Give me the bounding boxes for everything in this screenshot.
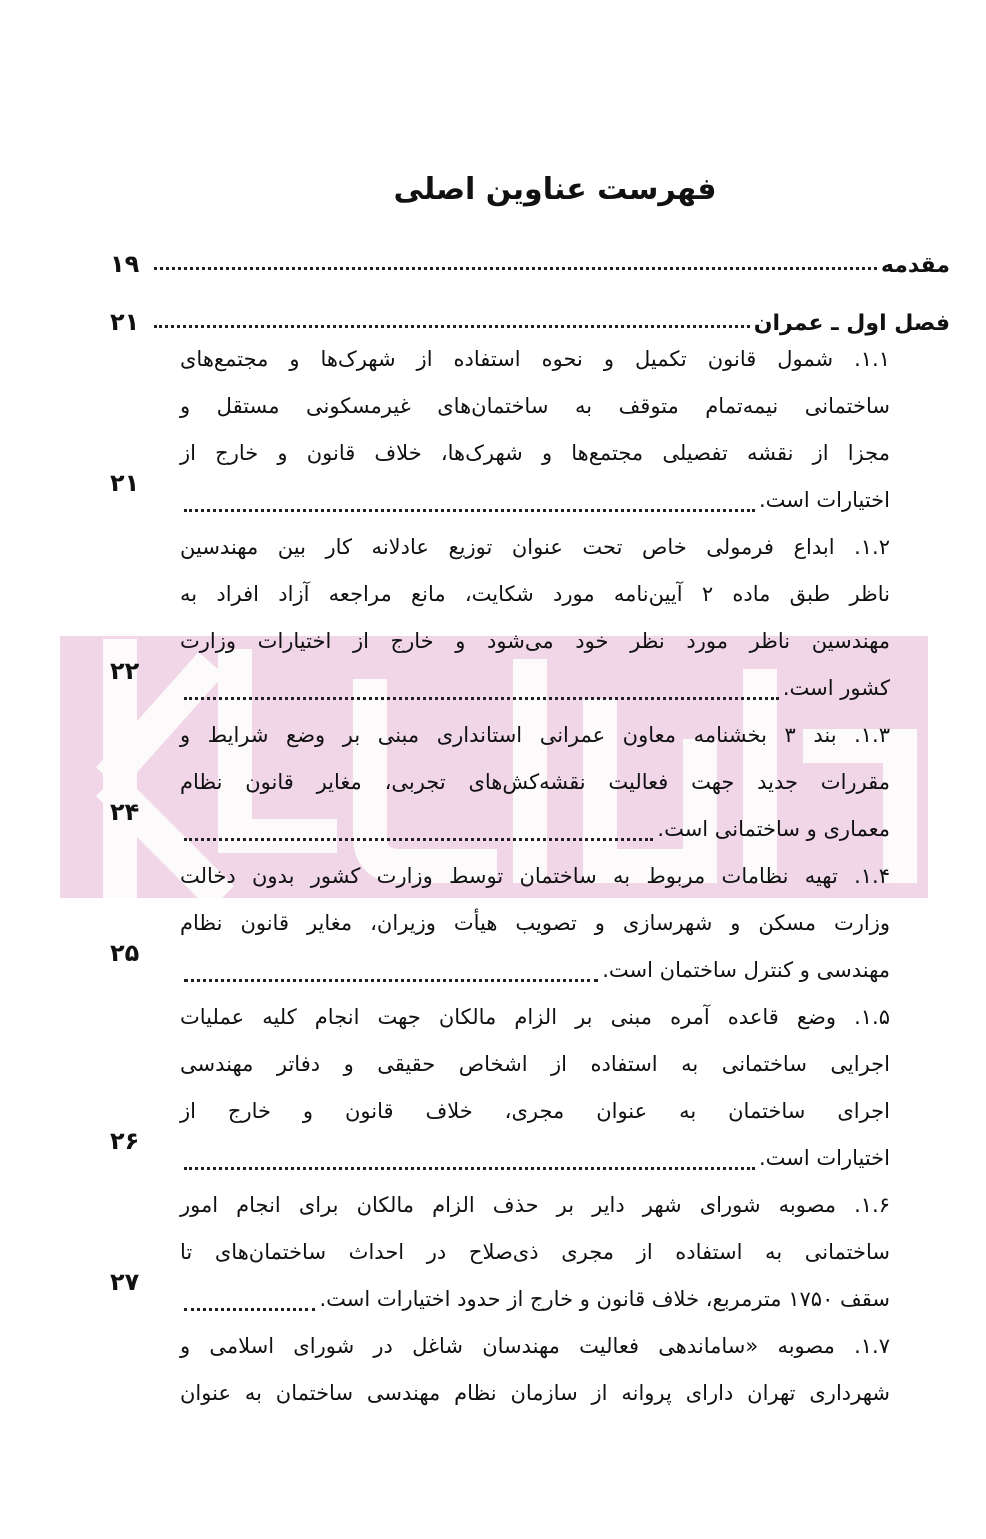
toc-entry-page: ۲۷: [110, 1268, 140, 1296]
toc-entry[interactable]: [110, 994, 890, 1182]
toc-chapter1-row[interactable]: [110, 278, 950, 336]
toc-entry-line: ساختمانی به استفاده از مجری ذی‌صلاح در احداث ساختمان‌های تا: [180, 1240, 890, 1264]
toc-entry-line: [180, 947, 890, 994]
toc-entry-text: مهندسی و کنترل ساختمان است.: [602, 958, 890, 982]
toc-entry[interactable]: [110, 853, 890, 994]
toc-entries: [110, 336, 950, 1417]
toc-entry-line: ۱.۳. بند ۳ بخشنامه معاون عمرانی استانداری مبنی بر وضع شرایط و: [180, 723, 890, 747]
table-of-contents: [110, 160, 950, 1417]
toc-entry-page: ۲۴: [110, 798, 140, 826]
toc-entry-text: سقف ۱۷۵۰ مترمربع، خلاف قانون و خارج از حدود اختیارات است.: [319, 1287, 890, 1311]
toc-entry-line: ۱.۲. ابداع فرمولی خاص تحت عنوان توزیع عادلانه کار بین مهندسین: [180, 535, 890, 559]
toc-entry-line: ۱.۶. مصوبه شورای شهر دایر بر حذف الزام مالکان برای انجام امور: [180, 1193, 890, 1217]
toc-entry-page: ۲۲: [110, 657, 140, 685]
toc-entry-line: [180, 806, 890, 853]
leader-dots: [184, 509, 755, 512]
toc-preface-row[interactable]: [110, 220, 950, 278]
toc-entry[interactable]: [110, 524, 890, 712]
toc-entry-page: ۲۱: [110, 469, 140, 497]
toc-entry[interactable]: [180, 1323, 890, 1417]
leader-dots: [184, 838, 653, 841]
toc-entry-text: اختیارات است.: [758, 488, 890, 512]
toc-entry-line: [180, 665, 890, 712]
leader-dots: [184, 979, 598, 982]
toc-entry-text: اختیارات است.: [758, 1146, 890, 1170]
leader-dots: [154, 267, 877, 270]
toc-entry-line: [180, 1276, 890, 1323]
toc-entry-line: [180, 477, 890, 524]
toc-chapter1-label: فصل اول ـ عمران: [753, 311, 950, 336]
toc-entry-line: ۱.۵. وضع قاعده آمره مبنی بر الزام مالکان جهت انجام کلیه عملیات: [180, 1005, 890, 1029]
toc-entry-text: معماری و ساختمانی است.: [657, 817, 890, 841]
toc-entry-page: ۲۶: [110, 1127, 140, 1155]
toc-entry-page: ۲۵: [110, 939, 140, 967]
toc-entry-line: ۱.۷. مصوبه «ساماندهی فعالیت مهندسان شاغل در شورای اسلامی و: [180, 1334, 890, 1358]
toc-entry-line: ۱.۱. شمول قانون تکمیل و نحوه استفاده از شهرک‌ها و مجتمع‌های: [180, 347, 890, 371]
toc-entry-line: مقررات جدید جهت فعالیت نقشه‌کش‌های تجربی، مغایر قانون نظام: [180, 770, 890, 794]
toc-entry-line: مهندسین ناظر مورد نظر خود می‌شود و خارج از اختیارات وزارت: [180, 629, 890, 653]
toc-entry-line: ۱.۴. تهیه نظامات مربوط به ساختمان توسط وزارت کشور بدون دخالت: [180, 864, 890, 888]
toc-entry-line: وزارت مسکن و شهرسازی و تصویب هیأت وزیران، مغایر قانون نظام: [180, 911, 890, 935]
toc-entry-line: [180, 1135, 890, 1182]
toc-entry-line: ساختمانی نیمه‌تمام متوقف به ساختمان‌های غیرمسکونی مستقل و: [180, 394, 890, 418]
leader-dots: [184, 697, 779, 700]
toc-preface-label: مقدمه: [880, 253, 950, 278]
leader-dots: [154, 325, 750, 328]
toc-entry[interactable]: [110, 712, 890, 853]
toc-entry-line: اجرای ساختمان به عنوان مجری، خلاف قانون و خارج از: [180, 1099, 890, 1123]
toc-entry[interactable]: [110, 1182, 890, 1323]
toc-preface-page: ۱۹: [110, 250, 140, 278]
toc-chapter1-page: ۲۱: [110, 308, 140, 336]
toc-entry-line: مجزا از نقشه تفصیلی مجتمع‌ها و شهرک‌ها، خلاف قانون و خارج از: [180, 441, 890, 465]
toc-entry-line: اجرایی ساختمانی به استفاده از اشخاص حقیقی و دفاتر مهندسی: [180, 1052, 890, 1076]
toc-entry-text: کشور است.: [782, 676, 890, 700]
toc-entry[interactable]: [110, 336, 890, 524]
page-title: فهرست عناوین اصلی: [393, 172, 717, 207]
leader-dots: [184, 1308, 315, 1311]
leader-dots: [184, 1167, 755, 1170]
toc-entry-line: ناظر طبق ماده ۲ آیین‌نامه مورد شکایت، مانع مراجعه آزاد افراد به: [180, 582, 890, 606]
toc-entry-line: شهرداری تهران دارای پروانه از سازمان نظام مهندسی ساختمان به عنوان: [180, 1381, 890, 1405]
